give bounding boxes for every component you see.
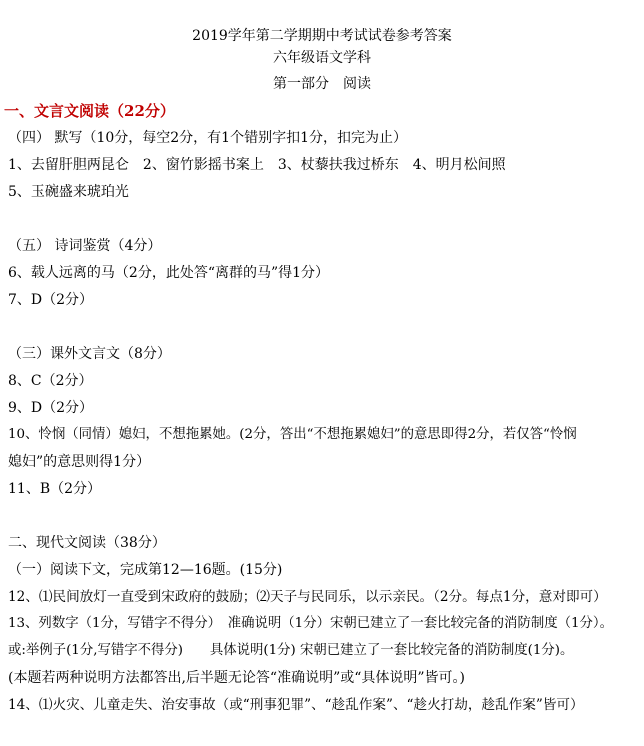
answer-10-line1: 10、怜悯（同情）媳妇，不想拖累她。(2分，答出“不想拖累媳妇”的意思即得2分，若仅答“怜悯: [8, 427, 577, 442]
document-subtitle: 六年级语文学科: [273, 50, 371, 66]
answer-8: 8、C（2分）: [8, 373, 93, 389]
answer-7: 7、D（2分）: [8, 292, 94, 308]
answer-1-4: 1、去留肝胆两昆仑 2、窗竹影摇书案上 3、杖藜扶我过桥东 4、明月松间照: [8, 157, 506, 173]
subsection-reading-1: （一）阅读下文，完成第12—16题。(15分): [8, 562, 283, 578]
part-heading: 第一部分 阅读: [273, 76, 371, 92]
answer-11: 11、B（2分）: [8, 481, 102, 497]
document-title: 2019学年第二学期期中考试试卷参考答案: [192, 28, 452, 44]
section-heading-modern: 二、现代文阅读（38分）: [8, 535, 166, 551]
subsection-dictation: （四） 默写（10分，每空2分，有1个错别字扣1分，扣完为止）: [8, 130, 407, 146]
section-heading-classical: 一、文言文阅读（22分）: [4, 102, 175, 120]
answer-12: 12、⑴民间放灯一直受到宋政府的鼓励；⑵天子与民同乐，以示亲民。（2分。每点1分，意对即可）: [8, 589, 607, 605]
answer-10-line2: 媳妇”的意思则得1分）: [8, 454, 151, 470]
answer-5: 5、玉碗盛来琥珀光: [8, 184, 129, 200]
answer-13-note: (本题若两种说明方法都答出,后半题无论答“准确说明”或“具体说明”皆可。): [8, 670, 466, 686]
subsection-extra-classical: （三）课外文言文（8分）: [8, 346, 171, 362]
answer-13-line2: 或:举例子(1分,写错字不得分) 具体说明(1分) 宋朝已建立了一套比较完备的消防制度(1分)。: [8, 643, 574, 658]
answer-6: 6、载人远离的马（2分，此处答“离群的马”得1分）: [8, 265, 330, 281]
answer-9: 9、D（2分）: [8, 400, 94, 416]
answer-13-line1: 13、列数字（1分，写错字不得分） 准确说明（1分）宋朝已建立了一套比较完备的消防制度（1分）。: [8, 616, 613, 631]
answer-14: 14、⑴火灾、儿童走失、治安事故（或“刑事犯罪”、“趁乱作案”、“趁火打劫，趁乱作案”皆可）: [8, 697, 584, 713]
subsection-poetry: （五） 诗词鉴赏（4分）: [8, 238, 162, 254]
